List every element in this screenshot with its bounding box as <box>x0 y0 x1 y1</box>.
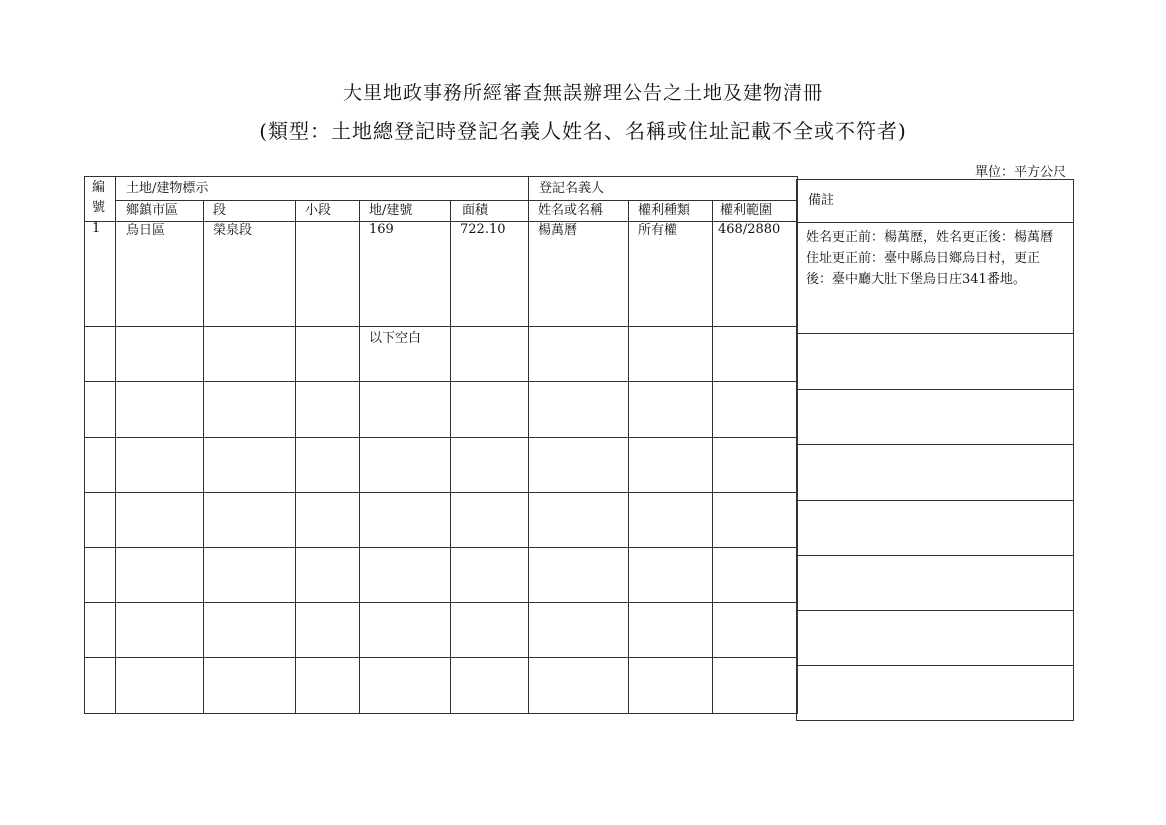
header-bottom-line <box>796 222 1073 223</box>
col-line <box>203 201 204 713</box>
row-line <box>796 333 1073 334</box>
header-area: 面積 <box>462 203 489 218</box>
row-line <box>84 602 796 603</box>
row1-right-type: 所有權 <box>638 223 678 238</box>
row-line <box>84 547 796 548</box>
document-subtitle: (類型：土地總登記時登記名義人姓名、名稱或住址記載不全或不符者) <box>259 119 907 143</box>
row-line <box>796 444 1073 445</box>
document-title: 大里地政事務所經審查無誤辦理公告之土地及建物清冊 <box>342 82 823 104</box>
header-district: 鄉鎮市區 <box>126 203 179 218</box>
header-remarks: 備註 <box>808 193 835 208</box>
row-line <box>84 437 796 438</box>
header-land-building: 土地/建物標示 <box>126 181 209 196</box>
registry-table <box>84 176 1073 720</box>
header-right-type: 權利種類 <box>638 203 691 218</box>
row1-section: 榮泉段 <box>213 223 253 238</box>
row1-serial: 1 <box>92 221 101 236</box>
row-line <box>84 381 796 382</box>
blank-note: 以下空白 <box>369 331 422 346</box>
row-line <box>796 555 1073 556</box>
col-line <box>359 201 360 713</box>
header-name: 姓名或名稱 <box>538 203 604 218</box>
row1-remarks: 姓名更正前：楊萬歷，姓名更正後：楊萬曆 住址更正前：臺中縣烏日鄉烏日村，更正後：臺中廳大肚下堡烏日庄341番地。 <box>806 230 1054 287</box>
row1-lot-no: 169 <box>369 222 394 237</box>
header-section: 段 <box>213 203 227 218</box>
col-line <box>450 201 451 713</box>
unit-label: 單位：平方公尺 <box>974 165 1066 180</box>
row-line <box>84 492 796 493</box>
row-line <box>796 389 1073 390</box>
header-right-scope: 權利範圍 <box>720 203 773 218</box>
row1-area: 722.10 <box>460 222 506 237</box>
header-subsection: 小段 <box>305 203 332 218</box>
header-serial: 編號 <box>92 180 106 215</box>
header-registrant: 登記名義人 <box>539 181 605 196</box>
row-line <box>796 665 1073 666</box>
row-line <box>796 500 1073 501</box>
row1-name: 楊萬曆 <box>538 223 578 238</box>
row1-district: 烏日區 <box>126 223 166 238</box>
row1-right-scope: 468/2880 <box>718 222 781 237</box>
header-bottom-line <box>84 221 796 222</box>
table-frame-main <box>84 176 798 714</box>
row-line <box>84 326 796 327</box>
row-line <box>84 657 796 658</box>
col-line <box>712 201 713 713</box>
row-line <box>796 610 1073 611</box>
col-line <box>295 201 296 713</box>
col-line <box>628 201 629 713</box>
header-lot-no: 地/建號 <box>369 203 413 218</box>
col-line <box>115 176 116 713</box>
col-line <box>528 176 529 713</box>
